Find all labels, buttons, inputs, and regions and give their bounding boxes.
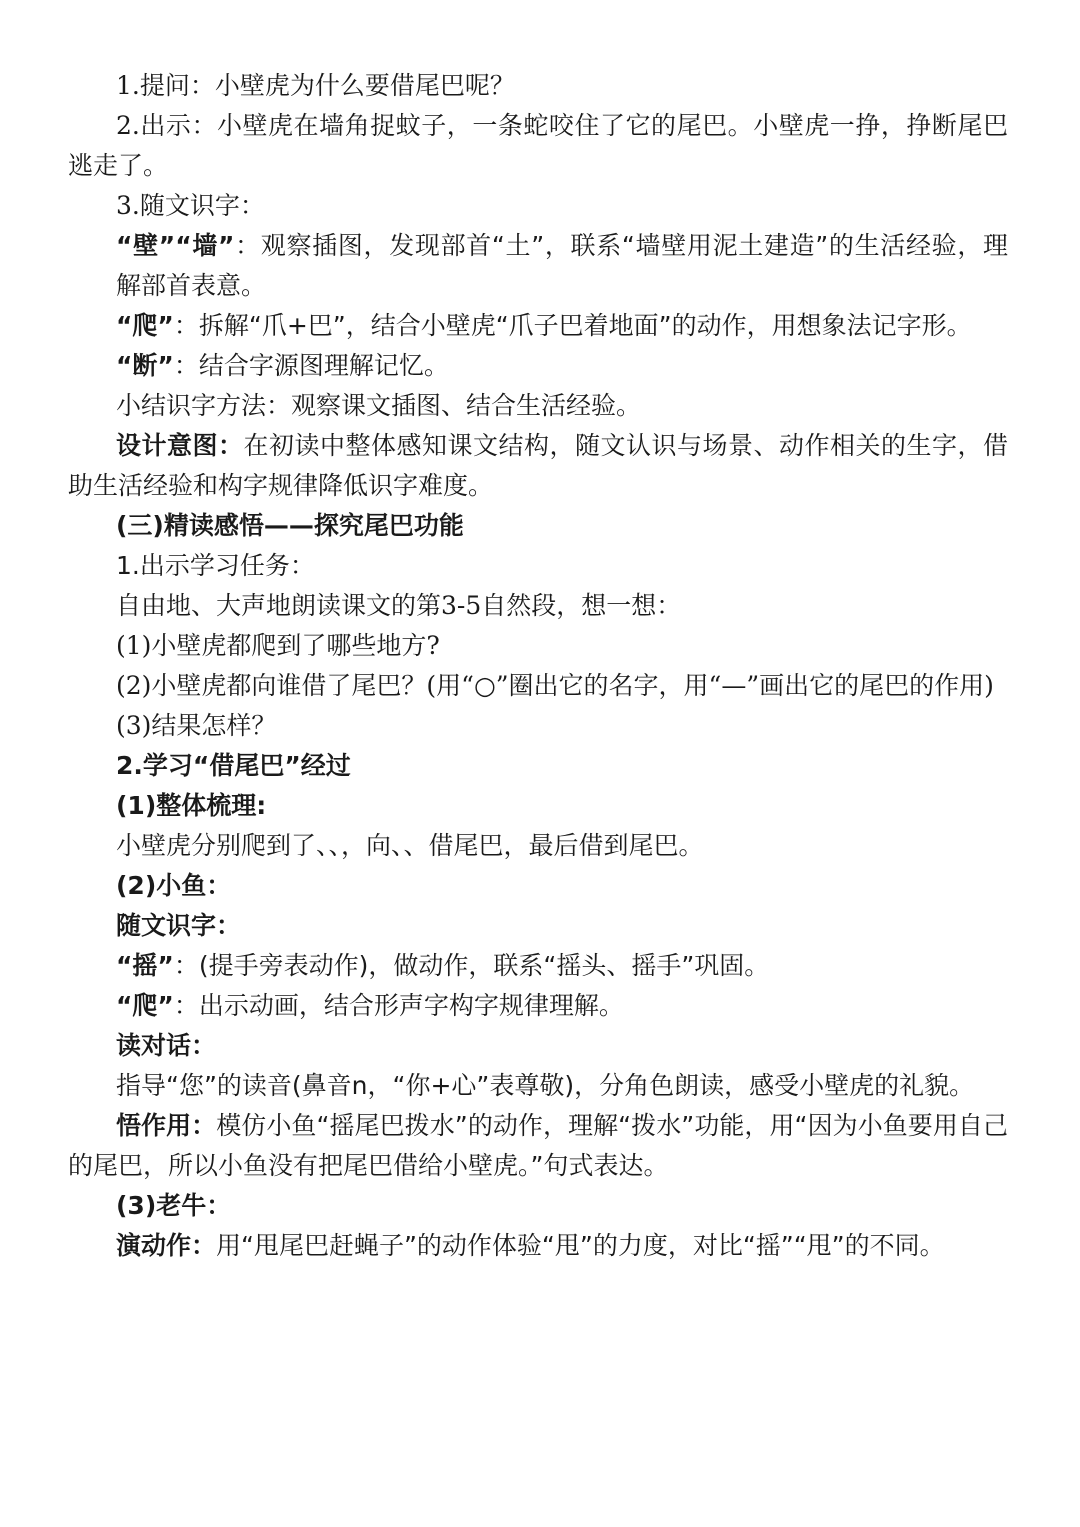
para-text: (2)小壁虎都向谁借了尾巴？(用“○”圈出它的名字，用“—”画出它的尾巴的作用) <box>116 671 994 700</box>
para-bold: (3)老牛： <box>116 1191 232 1220</box>
para-text: 2.出示：小壁虎在墙角捉蚊子，一条蛇咬住了它的尾巴。小壁虎一挣，挣断尾巴逃走了。 <box>68 111 1008 180</box>
para-text: (3)结果怎样？ <box>116 711 277 740</box>
para-bold: (1)整体梳理: <box>116 791 267 820</box>
para-text: 1.提问：小壁虎为什么要借尾巴呢？ <box>116 71 515 100</box>
para-bold: 随文识字： <box>116 911 242 940</box>
paragraph-q1 <box>68 626 1008 666</box>
para-text: 指导“您”的读音(鼻音n，“你+心”表尊敬)，分角色朗读，感受小壁虎的礼貌。 <box>116 1071 975 1100</box>
para-bold: “壁”“墙” <box>116 231 235 260</box>
para-text: ：拆解“爪+巴”，结合小壁虎“爪子巴着地面”的动作，用想象法记字形。 <box>173 311 972 340</box>
paragraph-dialogue <box>68 1066 1008 1106</box>
subheading-fish <box>68 866 1008 906</box>
subheading-dialogue <box>68 1026 1008 1066</box>
paragraph-char-yao <box>68 946 1008 986</box>
subheading-ox <box>68 1186 1008 1226</box>
para-bold: “爬” <box>116 311 174 340</box>
paragraph-literacy <box>68 186 1008 226</box>
para-text: 小壁虎分别爬到了、、，向、、借尾巴，最后借到尾巴。 <box>116 831 704 860</box>
paragraph-summary <box>68 386 1008 426</box>
section-heading <box>68 506 1008 546</box>
paragraph-show <box>68 106 1008 186</box>
para-bold: 演动作： <box>116 1231 217 1260</box>
para-text: 3.随文识字： <box>116 191 265 220</box>
para-text: 模仿小鱼“摇尾巴拨水”的动作，理解“拨水”功能，用“因为小鱼要用自己的尾巴，所以小鱼没有把尾巴借给小壁虎。”句式表达。 <box>68 1111 1008 1180</box>
para-text: 1.出示学习任务： <box>116 551 315 580</box>
para-bold: 设计意图： <box>116 431 244 460</box>
para-bold: 2.学习“借尾巴”经过 <box>116 751 351 780</box>
para-text: ：观察插图，发现部首“土”，联系“墙壁用泥土建造”的生活经验，理解部首表意。 <box>116 231 1008 300</box>
subheading-borrow-tail <box>68 746 1008 786</box>
para-text: 自由地、大声地朗读课文的第3-5自然段，想一想： <box>116 591 682 620</box>
paragraph-q2 <box>68 666 1008 706</box>
subheading-overview <box>68 786 1008 826</box>
paragraph-read-aloud <box>68 586 1008 626</box>
para-text: 在初读中整体感知课文结构，随文认识与场景、动作相关的生字，借助生活经验和构字规律降低识字难度。 <box>68 431 1008 500</box>
para-text: ：出示动画，结合形声字构字规律理解。 <box>173 991 624 1020</box>
paragraph-act <box>68 1226 1008 1266</box>
para-bold: “摇” <box>116 951 174 980</box>
paragraph-task <box>68 546 1008 586</box>
para-text: 小结识字方法：观察课文插图、结合生活经验。 <box>116 391 642 420</box>
para-bold: “断” <box>116 351 174 380</box>
paragraph-overview <box>68 826 1008 866</box>
paragraph-question <box>68 66 1008 106</box>
para-bold: 读对话： <box>116 1031 217 1060</box>
paragraph-q3 <box>68 706 1008 746</box>
para-text: ：(提手旁表动作)，做动作，联系“摇头、摇手”巩固。 <box>173 951 770 980</box>
para-bold: “爬” <box>116 991 174 1020</box>
paragraph-char-duan <box>68 346 1008 386</box>
para-bold: (2)小鱼： <box>116 871 232 900</box>
paragraph-function <box>68 1106 1008 1186</box>
para-text: (1)小壁虎都爬到了哪些地方? <box>116 631 440 660</box>
subheading-literacy <box>68 906 1008 946</box>
paragraph-char-pa-2 <box>68 986 1008 1026</box>
paragraph-char-bi-qiang <box>68 226 1008 306</box>
paragraph-design-intent <box>68 426 1008 506</box>
para-bold: 悟作用： <box>116 1111 217 1140</box>
paragraph-char-pa <box>68 306 1008 346</box>
para-text: 用“甩尾巴赶蝇子”的动作体验“甩”的力度，对比“摇”“甩”的不同。 <box>216 1231 945 1260</box>
para-bold: (三)精读感悟——探究尾巴功能 <box>116 511 464 540</box>
para-text: ：结合字源图理解记忆。 <box>173 351 449 380</box>
